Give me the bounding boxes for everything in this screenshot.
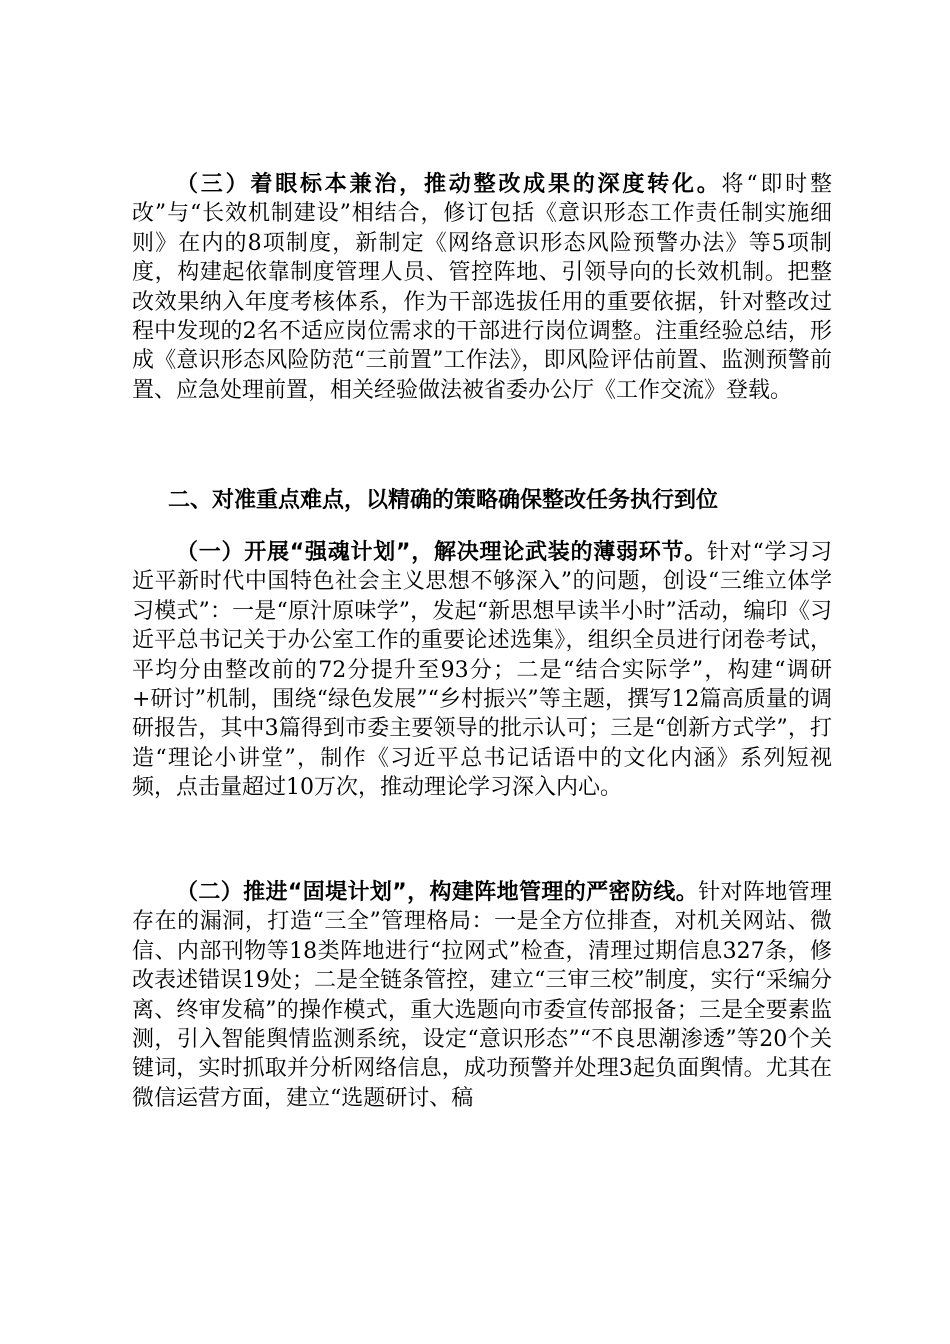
section-2-2-body: 针对阵地管理存在的漏洞，打造“三全”管理格局：一是全方位排查，对机关网站、微信、内部刊物等18类阵地进行“拉网式”检查，清理过期信息327条，修改表述错误19处；二是全链条管控，建立“三审三校”制度，实行“采编分离、终审发稿”的操作模式，重大选题向市委宣传部报备；三是全要素监测，引入智能舆情监测系统，设定“意识形态”“不良思潮渗透”等20个关键词，实时抓取并分析网络信息，成功预警并处理3起负面舆情。尤其在微信运营方面，建立“选题研讨、稿: [132, 880, 832, 1111]
heading-section-2: 二、对准重点难点，以精确的策略确保整改任务执行到位: [168, 488, 719, 513]
section-2-2-paragraph: [132, 878, 832, 1113]
section-3-paragraph: [132, 170, 832, 405]
section-2-1-body: 针对“学习习近平新时代中国特色社会主义思想不够深入”的问题，创设“三维立体学习模式”：一是“原汁原味学”，发起“新思想早读半小时”活动，编印《习近平总书记关于办公室工作的重要论述选集》，组织全员进行闭卷考试，平均分由整改前的72分提升至93分；二是“结合实际学”，构建“调研+研讨”机制，围绕“绿色发展”“乡村振兴”等主题，撰写12篇高质量的调研报告，其中3篇得到市委主要领导的批示认可；三是“创新方式学”，打造“理论小讲堂”，制作《习近平总书记话语中的文化内涵》系列短视频，点击量超过10万次，推动理论学习深入内心。: [132, 540, 832, 801]
section-3-body: 将“即时整改”与“长效机制建设”相结合，修订包括《意识形态工作责任制实施细则》在内的8项制度，新制定《网络意识形态风险预警办法》等5项制度，构建起依靠制度管理人员、管控阵地、引领导向的长效机制。把整改效果纳入年度考核体系，作为干部选拔任用的重要依据，针对整改过程中发现的2名不适应岗位需求的干部进行岗位调整。注重经验总结，形成《意识形态风险防范“三前置”工作法》，即风险评估前置、监测预警前置、应急处理前置，相关经验做法被省委办公厅《工作交流》登载。: [132, 172, 832, 403]
paragraph-text: [132, 538, 832, 803]
section-2-2-lead: （二）推进“固堤计划”，构建阵地管理的严密防线。: [176, 880, 699, 905]
paragraph-text: [132, 170, 832, 405]
paragraph-text: [132, 878, 832, 1113]
section-2-1-paragraph: [132, 538, 832, 803]
section-2-1-lead: （一）开展“强魂计划”，解决理论武装的薄弱环节。: [176, 540, 707, 565]
section-3-lead: （三）着眼标本兼治，推动整改成果的深度转化。: [176, 172, 722, 197]
